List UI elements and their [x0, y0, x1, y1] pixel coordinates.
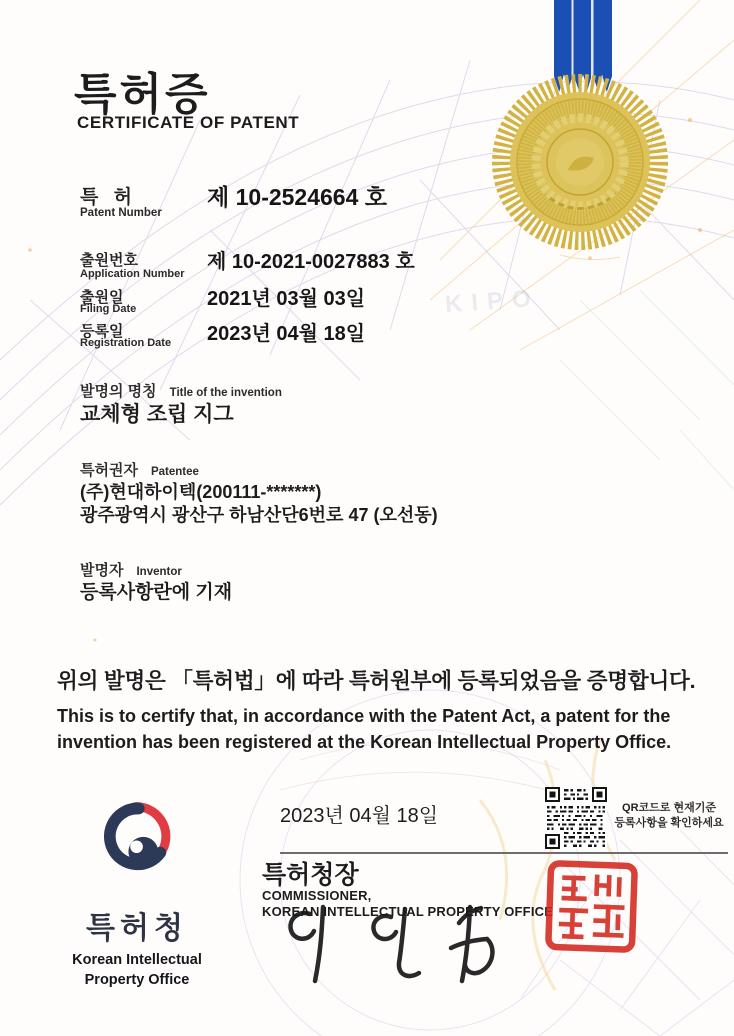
commissioner-signature	[263, 893, 533, 988]
invention-title-value: 교체형 조립 지그	[80, 403, 234, 426]
invention-title-label-en: Title of the invention	[169, 387, 282, 399]
commissioner-title-en-line2: KOREAN INTELLECTUAL PROPERTY OFFICE	[262, 904, 554, 919]
certification-statement-en-line1: This is to certify that, in accordance with the Patent Act, a patent for the	[57, 706, 671, 726]
certificate-title-korean: 특허증	[74, 70, 211, 119]
registration-date-label-en: Registration Date	[80, 337, 172, 349]
kipo-watermark: KIPO	[444, 284, 541, 319]
patentee-label	[80, 459, 199, 480]
kipo-emblem-icon	[92, 795, 182, 885]
application-number-label-ko: 출원번호	[80, 252, 138, 269]
agency-name-en-line1: Korean Intellectual	[72, 952, 202, 968]
signature-name-text	[0, 0, 1, 1]
application-number-value: 제 10-2021-0027883 호	[207, 251, 415, 273]
patent-number-label-ko: 특 허	[80, 187, 137, 208]
inventor-label-en: Inventor	[136, 566, 182, 578]
qr-code-icon	[545, 787, 607, 849]
filing-date-label-ko: 출원일	[80, 289, 124, 306]
issue-date: 2023년 04월 18일	[280, 805, 439, 827]
commissioner-title-en-line1: COMMISSIONER,	[262, 888, 372, 903]
certification-statement-english	[57, 703, 671, 755]
certification-statement-en-line2: invention has been registered at the Korean Intellectual Property Office.	[57, 732, 672, 752]
agency-name-korean: 특허청	[86, 912, 188, 945]
qr-caption	[606, 801, 732, 831]
patentee-address: 광주광역시 광산구 하남산단6번로 47 (오선동)	[80, 505, 438, 525]
patent-number-value: 제 10-2524664 호	[207, 184, 387, 210]
registration-date-label-ko: 등록일	[80, 323, 124, 340]
certification-statement-korean: 위의 발명은 「특허법」에 따라 특허원부에 등록되었음을 증명합니다.	[57, 669, 696, 693]
patentee-name: (주)현대하이텍(200111-*******)	[80, 482, 322, 502]
inventor-value: 등록사항란에 기재	[80, 582, 233, 603]
patentee-label-en: Patentee	[150, 466, 199, 478]
patentee-label-ko: 특허권자	[80, 462, 138, 479]
red-seal-stamp-icon	[545, 860, 638, 953]
filing-date-label-en: Filing Date	[80, 303, 137, 315]
qr-caption-line1: QR코드로 현재기준	[622, 802, 716, 814]
patent-number-label-en: Patent Number	[80, 207, 162, 219]
commissioner-title-korean: 특허청장	[262, 861, 359, 889]
registration-date-value: 2023년 04월 18일	[207, 323, 366, 345]
filing-date-value: 2021년 03월 03일	[207, 288, 366, 310]
invention-title-label-ko: 발명의 명칭	[80, 383, 157, 400]
signature-rule	[280, 852, 728, 854]
qr-caption-line2: 등록사항을 확인하세요	[614, 817, 724, 829]
agency-name-english	[37, 950, 237, 990]
application-number-label-en: Application Number	[80, 268, 185, 280]
certificate-title-english: CERTIFICATE OF PATENT	[77, 113, 300, 132]
gold-medal-seal-icon	[492, 74, 668, 250]
inventor-label-ko: 발명자	[80, 562, 124, 579]
agency-name-en-line2: Property Office	[84, 972, 190, 988]
